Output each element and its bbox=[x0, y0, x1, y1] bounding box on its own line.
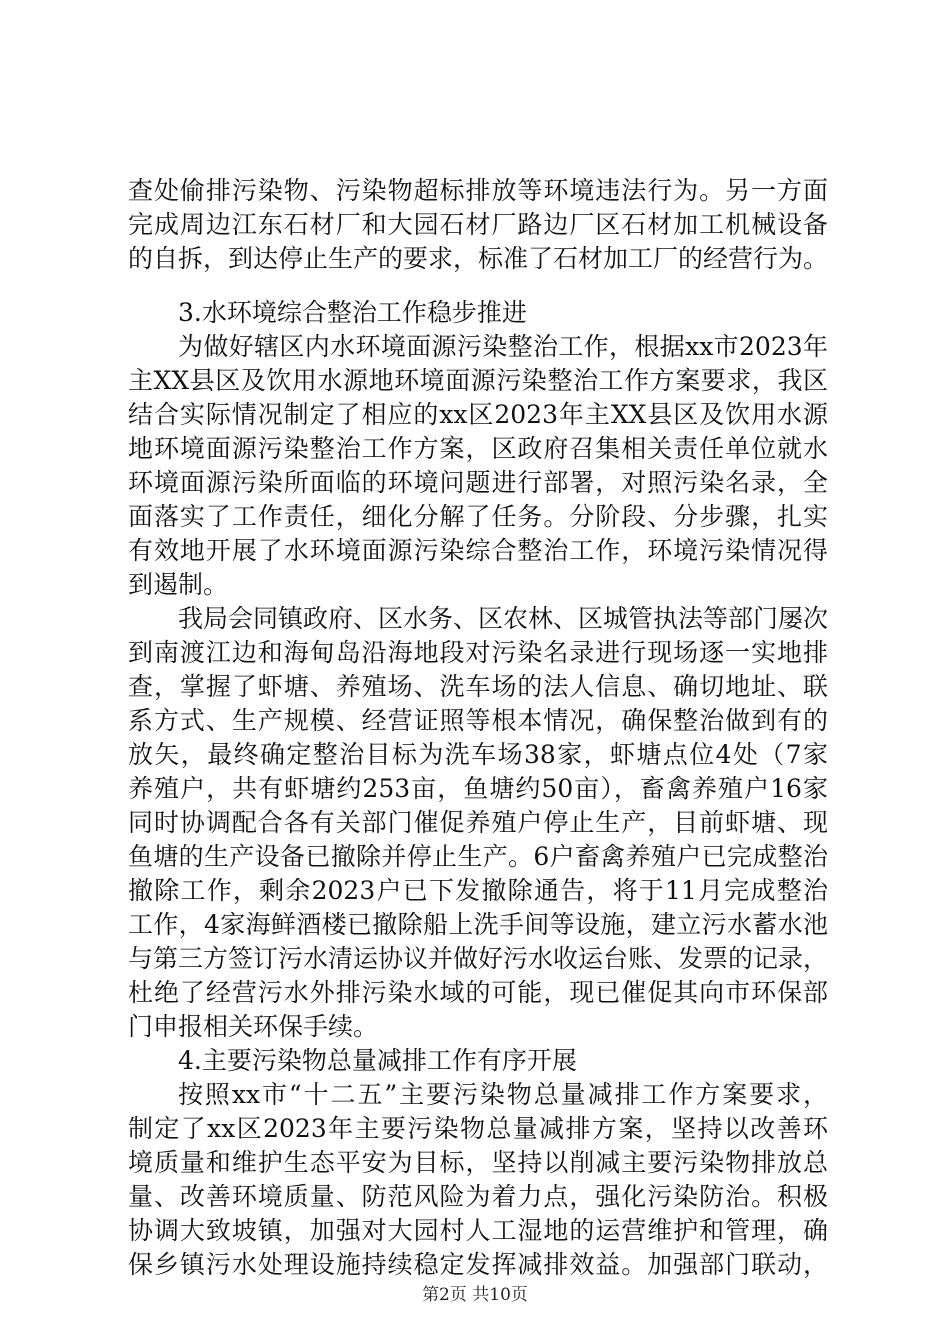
text-line: 按照xx市“十二五”主要污染物总量减排工作方案要求， bbox=[178, 1080, 828, 1109]
text-line: 放矢，最终确定整治目标为洗车场38家，虾塘点位4处（7家 bbox=[128, 740, 828, 769]
text-line: 到南渡江边和海甸岛沿海地段对污染名录进行现场逐一实地排 bbox=[128, 638, 828, 667]
text-line: 面落实了工作责任，细化分解了任务。分阶段、分步骤，扎实 bbox=[128, 502, 828, 531]
text-line: 鱼塘的生产设备已撤除并停止生产。6户畜禽养殖户已完成整治 bbox=[128, 842, 828, 871]
text-line: 与第三方签订污水清运协议并做好污水收运台账、发票的记录， bbox=[128, 944, 829, 973]
text-line: 工作，4家海鲜酒楼已撤除船上洗手间等设施，建立污水蓄水池 bbox=[128, 910, 828, 939]
page-number: 第2页 共10页 bbox=[422, 1285, 528, 1305]
text-line: 杜绝了经营污水外排污染水域的可能，现已催促其向市环保部 bbox=[128, 978, 828, 1007]
text-line: 撤除工作，剩余2023户已下发撤除通告，将于11月完成整治 bbox=[128, 876, 828, 905]
text-line: 量、改善环境质量、防范风险为着力点，强化污染防治。积极 bbox=[128, 1182, 828, 1211]
text-line: 结合实际情况制定了相应的xx区2023年主XX县区及饮用水源 bbox=[128, 400, 828, 429]
text-line: 完成周边江东石材厂和大园石材厂路边厂区石材加工机械设备 bbox=[128, 210, 828, 239]
text-line: 主XX县区及饮用水源地环境面源污染整治工作方案要求，我区 bbox=[128, 366, 828, 395]
section-heading: 3.水环境综合整治工作稳步推进 bbox=[178, 298, 527, 327]
text-line: 查，掌握了虾塘、养殖场、洗车场的法人信息、确切地址、联 bbox=[128, 672, 828, 701]
text-line: 协调大致坡镇，加强对大园村人工湿地的运营维护和管理，确 bbox=[128, 1216, 828, 1245]
text-line: 门申报相关环保手续。 bbox=[128, 1012, 379, 1041]
text-line: 系方式、生产规模、经营证照等根本情况，确保整治做到有的 bbox=[128, 706, 828, 735]
text-line: 同时协调配合各有关部门催促养殖户停止生产，目前虾塘、现 bbox=[128, 808, 828, 837]
text-line: 到遏制。 bbox=[128, 570, 229, 599]
text-line: 的自拆，到达停止生产的要求，标准了石材加工厂的经营行为。 bbox=[128, 244, 829, 273]
section-heading: 4.主要污染物总量减排工作有序开展 bbox=[178, 1046, 577, 1075]
text-line: 制定了xx区2023年主要污染物总量减排方案，坚持以改善环 bbox=[128, 1114, 828, 1143]
text-line: 有效地开展了水环境面源污染综合整治工作，环境污染情况得 bbox=[128, 536, 828, 565]
text-line: 我局会同镇政府、区水务、区农林、区城管执法等部门屡次 bbox=[178, 604, 829, 633]
text-line: 为做好辖区内水环境面源污染整治工作，根据xx市2023年 bbox=[178, 332, 828, 361]
text-line: 养殖户，共有虾塘约253亩，鱼塘约50亩），畜禽养殖户16家 bbox=[128, 774, 828, 803]
text-line: 地环境面源污染整治工作方案，区政府召集相关责任单位就水 bbox=[128, 434, 828, 463]
text-line: 保乡镇污水处理设施持续稳定发挥减排效益。加强部门联动， bbox=[128, 1250, 828, 1279]
text-line: 环境面源污染所面临的环境问题进行部署，对照污染名录，全 bbox=[128, 468, 828, 497]
text-line: 查处偷排污染物、污染物超标排放等环境违法行为。另一方面 bbox=[128, 176, 828, 205]
text-line: 境质量和维护生态平安为目标，坚持以削减主要污染物排放总 bbox=[128, 1148, 828, 1177]
